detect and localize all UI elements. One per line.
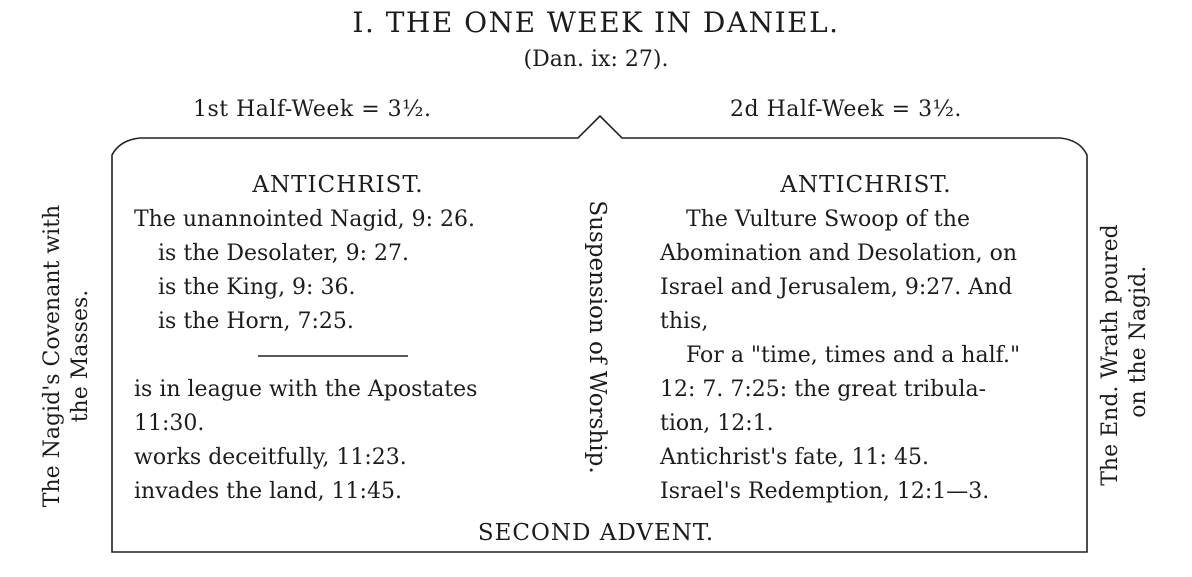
second-advent-label: SECOND ADVENT. (477, 520, 715, 546)
diagram-title: I. THE ONE WEEK IN DANIEL. (352, 6, 840, 39)
first-half-week-label: 1st Half-Week = 3½. (193, 97, 432, 122)
left-panel-line: works deceitfully, 11:23. (134, 445, 407, 470)
right-panel-line: Antichrist's fate, 11: 45. (660, 445, 929, 470)
right-panel-line: For a "time, times and a half." (686, 343, 1021, 368)
right-side-label (1097, 224, 1153, 486)
left-panel-line: 11:30. (134, 411, 205, 436)
left-side-label (39, 205, 95, 507)
scripture-reference: (Dan. ix: 27). (523, 47, 669, 72)
right-panel-line: tion, 12:1. (660, 411, 774, 436)
left-panel-line: The unannointed Nagid, 9: 26. (134, 207, 475, 232)
right-panel-heading: ANTICHRIST. (780, 172, 952, 198)
right-panel-line: Israel and Jerusalem, 9:27. And (660, 275, 1013, 300)
left-panel-line: is the Horn, 7:25. (158, 309, 354, 334)
right-panel-line: The Vulture Swoop of the (686, 207, 970, 232)
left-side-line-2: the Masses. (68, 289, 93, 423)
right-panel-line: this, (660, 309, 709, 334)
left-side-line-1: The Nagid's Covenant with (40, 204, 65, 508)
right-panel-line: Abomination and Desolation, on (660, 241, 1018, 266)
right-panel-line: 12: 7. 7:25: the great tribula- (660, 377, 987, 402)
left-panel-line: is in league with the Apostates (134, 377, 478, 402)
left-panel-line: invades the land, 11:45. (134, 479, 402, 504)
right-side-line-1: The End. Wrath poured (1098, 224, 1123, 486)
center-divider-label: Suspension of Worship. (584, 200, 610, 474)
second-half-week-label: 2d Half-Week = 3½. (730, 97, 962, 122)
left-panel-line: is the King, 9: 36. (158, 275, 356, 300)
left-panel-line: is the Desolater, 9: 27. (158, 241, 410, 266)
right-panel-line: Israel's Redemption, 12:1—3. (660, 479, 990, 504)
left-panel-heading: ANTICHRIST. (252, 172, 424, 198)
right-side-line-2: on the Nagid. (1126, 265, 1151, 418)
